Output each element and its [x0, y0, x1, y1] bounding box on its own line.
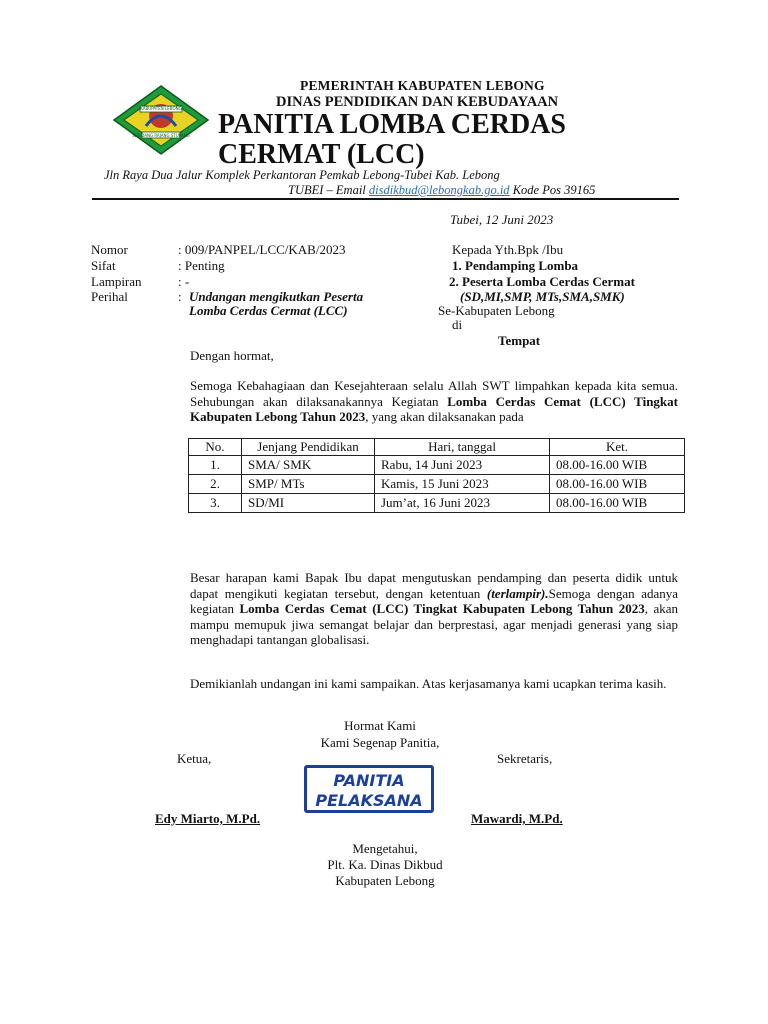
- perihal-line1: Undangan mengikutkan Peserta: [189, 289, 364, 304]
- paragraph-closing: Demikianlah undangan ini kami sampaikan. Atas kerjasamanya kami ucapkan terima kasih.: [190, 676, 667, 691]
- schedule-table: [188, 438, 685, 513]
- table-row: [189, 456, 685, 475]
- ack-line2: Plt. Ka. Dinas Dikbud: [327, 857, 443, 872]
- row-date: Kamis, 15 Juni 2023: [375, 475, 550, 494]
- committee-stamp: [304, 765, 434, 813]
- row-no: 1.: [189, 456, 242, 475]
- ack-line3: Kabupaten Lebong: [335, 873, 435, 888]
- table-header-level: Jenjang Pendidikan: [242, 439, 375, 456]
- row-level: SMA/ SMK: [242, 456, 375, 475]
- lampiran-value: : -: [178, 274, 190, 289]
- perihal-line2: Lomba Cerdas Cermat (LCC): [189, 303, 348, 318]
- row-time: 08.00-16.00 WIB: [550, 494, 685, 513]
- table-row: [189, 494, 685, 513]
- stamp-line1: PANITIA: [333, 771, 405, 790]
- chair-name: Edy Miarto, M.Pd.: [155, 811, 261, 826]
- committee-title-line2: CERMAT (LCC): [218, 139, 425, 170]
- ack-line1: Mengetahui,: [352, 841, 418, 856]
- table-header-note: Ket.: [550, 439, 685, 456]
- committee-title-line1: PANITIA LOMBA CERDAS: [218, 109, 566, 140]
- recipient-line6: di: [452, 317, 463, 332]
- row-time: 08.00-16.00 WIB: [550, 475, 685, 494]
- lampiran-label: Lampiran: [91, 274, 142, 289]
- row-level: SD/MI: [242, 494, 375, 513]
- email-link[interactable]: disdikbud@lebongkab.go.id: [368, 183, 510, 197]
- address-line1: Jln Raya Dua Jalur Komplek Perkantoran Pemkab Lebong-Tubei Kab. Lebong: [104, 168, 500, 182]
- row-time: 08.00-16.00 WIB: [550, 456, 685, 475]
- regency-emblem-icon: [112, 84, 210, 156]
- letterhead-divider: [92, 198, 679, 200]
- letter-date: Tubei, 12 Juni 2023: [450, 212, 554, 227]
- table-header-no: No.: [189, 439, 242, 456]
- logo-text-bottom: SEBIDANG RAJANG STUPANG: [132, 133, 190, 138]
- sifat-value: : Penting: [178, 258, 225, 273]
- address-prefix: TUBEI – Email: [288, 183, 369, 197]
- chair-label: Ketua,: [177, 751, 212, 766]
- department-name: DINAS PENDIDIKAN DAN KEBUDAYAAN: [276, 94, 559, 110]
- row-date: Jum’at, 16 Juni 2023: [375, 494, 550, 513]
- secretary-name: Mawardi, M.Pd.: [471, 811, 563, 826]
- stamp-line2: PELAKSANA: [315, 791, 423, 810]
- row-no: 2.: [189, 475, 242, 494]
- row-date: Rabu, 14 Juni 2023: [375, 456, 550, 475]
- paragraph-opening: Semoga Kebahagiaan dan Kesejahteraan selalu Allah SWT limpahkan kepada kita semua. Sehubungan akan dilaksanakannya Kegiatan Lomba Cerdas Cemat (LCC) Tingkat Kabupaten Lebong Tahun 2023, yang akan dilaksanakan pada: [190, 378, 678, 424]
- secretary-label: Sekretaris,: [497, 751, 553, 766]
- row-no: 3.: [189, 494, 242, 513]
- table-header-row: [189, 439, 685, 456]
- logo-text-top: KABUPATEN LEBONG: [140, 106, 182, 111]
- table-row: [189, 475, 685, 494]
- nomor-value: : 009/PANPEL/LCC/KAB/2023: [178, 242, 346, 257]
- salutation: Dengan hormat,: [190, 348, 274, 363]
- recipient-line7: Tempat: [498, 333, 541, 348]
- address-suffix: Kode Pos 39165: [509, 183, 596, 197]
- table-header-date: Hari, tanggal: [375, 439, 550, 456]
- paragraph-hope: Besar harapan kami Bapak Ibu dapat mengutuskan pendamping dan peserta didik untuk dapat mengikuti kegiatan tersebut, dengan ketentuan (terlampir).Semoga dengan adanya kegiatan Lomba Cerdas Cemat (LCC) Tingkat Kabupaten Lebong Tahun 2023, akan mampu memupuk jiwa semangat belajar dan berprestasi, agar menjadi generasi yang siap menghadapi tantangan globalisasi.: [190, 570, 678, 647]
- recipient-line5: Se-Kabupaten Lebong: [438, 303, 555, 318]
- committee-title: [218, 110, 618, 170]
- address-line2: [288, 183, 595, 198]
- perihal-label: Perihal: [91, 289, 128, 304]
- closing-line1: Hormat Kami: [344, 718, 416, 733]
- nomor-label: Nomor: [91, 242, 128, 257]
- sifat-label: Sifat: [91, 258, 116, 273]
- recipient-line3: 2. Peserta Lomba Cerdas Cermat: [449, 274, 635, 289]
- perihal-colon: :: [178, 289, 182, 304]
- recipient-line2: 1. Pendamping Lomba: [452, 258, 579, 273]
- regency-logo: [112, 84, 210, 156]
- government-name: PEMERINTAH KABUPATEN LEBONG: [300, 78, 545, 93]
- closing-line2: Kami Segenap Panitia,: [320, 735, 440, 750]
- recipient-line1: Kepada Yth.Bpk /Ibu: [452, 242, 564, 257]
- row-level: SMP/ MTs: [242, 475, 375, 494]
- recipient-line4: (SD,MI,SMP, MTs,SMA,SMK): [460, 289, 625, 304]
